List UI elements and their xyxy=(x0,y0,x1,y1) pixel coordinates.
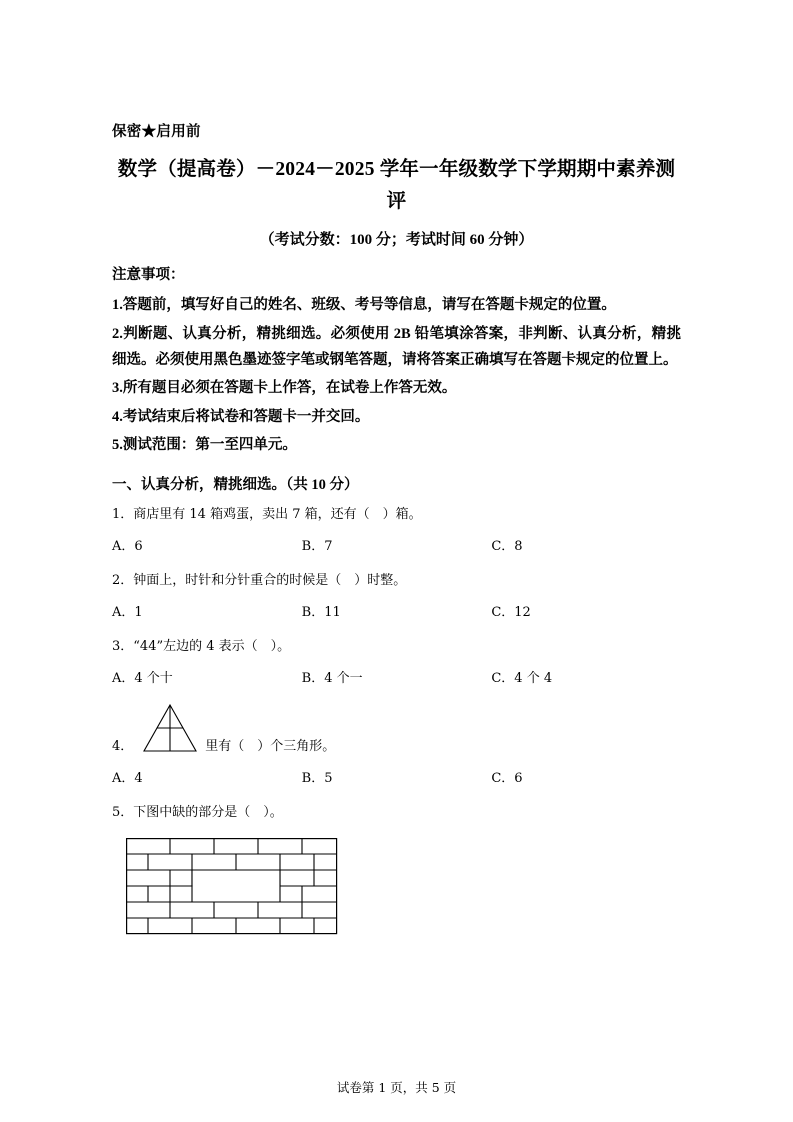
question-4 xyxy=(112,702,681,786)
option[interactable]: C．8 xyxy=(491,538,523,554)
section-heading: 一、认真分析，精挑细选。（共 10 分） xyxy=(112,476,359,493)
question-stem: 3．“44”左边的 4 表示（ ）。 xyxy=(112,638,291,654)
question-stem-text: 里有（ ）个三角形。 xyxy=(205,739,336,755)
question-options xyxy=(112,667,681,686)
notice-item: 4.考试结束后将试卷和答题卡一并交回。 xyxy=(112,408,370,425)
brick-wall-figure xyxy=(126,838,681,939)
question-2 xyxy=(112,570,681,620)
notice-item: 1.答题前，填写好自己的姓名、班级、考号等信息，请写在答题卡规定的位置。 xyxy=(112,297,616,314)
option[interactable]: B．5 xyxy=(301,770,333,786)
option[interactable]: B．4 个一 xyxy=(301,670,363,686)
triangle-figure xyxy=(141,702,199,758)
option[interactable]: A．6 xyxy=(112,538,143,554)
question-5 xyxy=(112,802,681,939)
question-options xyxy=(112,767,681,786)
option[interactable]: C．6 xyxy=(491,770,523,786)
page-title: 数学（提高卷）－2024－2025 学年一年级数学下学期期中素养测评 xyxy=(117,159,676,213)
option[interactable]: A．1 xyxy=(112,604,143,620)
option[interactable]: A．4 xyxy=(112,770,143,786)
exam-subtitle: （考试分数：100 分；考试时间 60 分钟） xyxy=(259,232,534,249)
notice-item: 5.测试范围：第一至四单元。 xyxy=(112,437,297,454)
page-footer: 试卷第 1 页，共 5 页 xyxy=(336,1080,457,1095)
question-options xyxy=(112,535,681,554)
option[interactable]: C．12 xyxy=(491,604,531,620)
question-stem xyxy=(112,702,681,758)
option[interactable]: C．4 个 4 xyxy=(491,670,553,686)
notice-heading: 注意事项： xyxy=(112,267,185,284)
question-stem: 1．商店里有 14 箱鸡蛋，卖出 7 箱，还有（ ）箱。 xyxy=(112,506,422,522)
question-3 xyxy=(112,636,681,686)
question-options xyxy=(112,601,681,620)
option[interactable]: A．4 个十 xyxy=(112,670,173,686)
question-stem: 2．钟面上，时针和分针重合的时候是（ ）时整。 xyxy=(112,572,407,588)
option[interactable]: B．11 xyxy=(301,604,341,620)
question-stem: 5．下图中缺的部分是（ ）。 xyxy=(112,804,283,820)
notice-item: 3.所有题目必须在答题卡上作答，在试卷上作答无效。 xyxy=(112,380,457,397)
secret-label: 保密★启用前 xyxy=(112,124,201,140)
question-1 xyxy=(112,504,681,554)
option[interactable]: B．7 xyxy=(301,538,333,554)
question-number: 4． xyxy=(112,739,134,755)
notice-item: 2.判断题、认真分析，精挑细选。必须使用 2B 铅笔填涂答案，非判断、认真分析，精挑细选。必须使用黑色墨迹签字笔或钢笔答题，请将答案正确填写在答题卡规定的位置上。 xyxy=(112,325,681,369)
